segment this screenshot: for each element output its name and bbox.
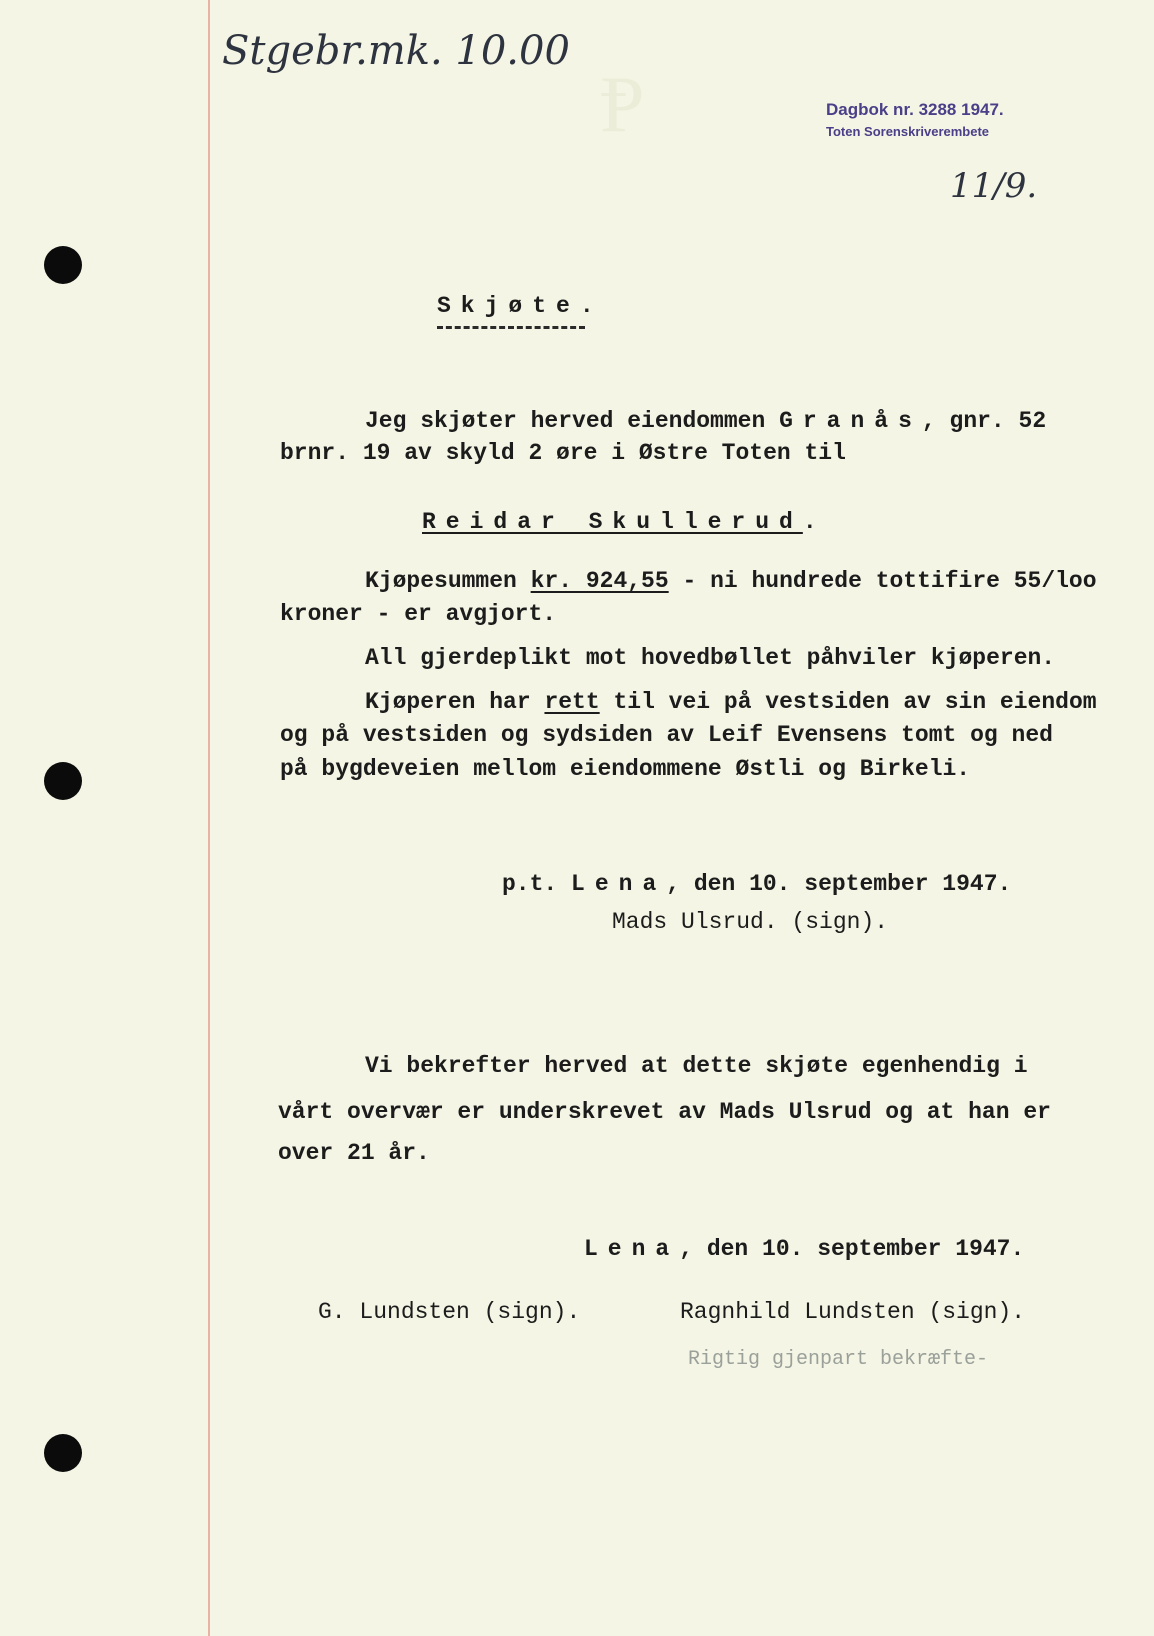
buyer-punct: .	[802, 509, 817, 535]
body-line-6	[365, 687, 1097, 717]
stamp-line-2: Toten Sorenskriverembete	[826, 124, 990, 139]
document-title: Skjøte.	[437, 293, 604, 319]
body-line-2: brnr. 19 av skyld 2 øre i Østre Toten til	[280, 440, 846, 466]
body-text: Kjøperen har	[365, 689, 531, 715]
bleed-through-mark: Ᵽ	[600, 61, 645, 149]
body-text: til vei på vestsiden av sin eiendom	[599, 689, 1097, 715]
body-line-8: på bygdeveien mellom eiendommene Østli og Birkeli.	[280, 756, 971, 782]
body-line-1	[365, 406, 1046, 436]
buyer-name: Reidar Skullerud	[422, 509, 803, 535]
place-date-line	[502, 869, 1011, 899]
buyer-line	[422, 507, 817, 537]
witness-2-signature: Ragnhild Lundsten (sign).	[680, 1299, 1026, 1325]
witness-line-3: over 21 år.	[278, 1140, 430, 1166]
date-text: , den 10. september 1947.	[666, 871, 1012, 897]
handwritten-fee-note: Stgebr.mk. 10.00	[222, 28, 570, 74]
witness-place-date	[584, 1234, 1024, 1264]
margin-line	[208, 0, 210, 1636]
certification-stamp: Rigtig gjenpart bekræfte-	[688, 1348, 989, 1371]
body-line-4: kroner - er avgjort.	[280, 601, 557, 627]
body-text: Jeg skjøter herved eiendommen	[365, 408, 766, 434]
body-text: Kjøpesummen	[365, 568, 517, 594]
body-line-5: All gjerdeplikt mot hovedbøllet påhviler kjøperen.	[365, 645, 1056, 671]
punch-hole	[44, 246, 82, 284]
seller-signature: Mads Ulsrud. (sign).	[612, 909, 889, 935]
punch-hole	[44, 1434, 82, 1472]
punch-hole	[44, 762, 82, 800]
stamp-handwritten-date: 11/9.	[950, 166, 1038, 206]
witness-1-signature: G. Lundsten (sign).	[318, 1299, 581, 1325]
stamp-line-1: Dagbok nr. 3288 1947.	[826, 100, 1004, 119]
witness-line-1: Vi bekrefter herved at dette skjøte egenhendig i	[365, 1053, 1028, 1079]
date-text: , den 10. september 1947.	[679, 1236, 1025, 1262]
property-name: Granås	[779, 408, 922, 434]
place-name: Lena	[571, 871, 667, 897]
right-word: rett	[544, 689, 600, 715]
body-text: - ni hundrede tottifire 55/loo	[668, 568, 1097, 594]
body-text: , gnr. 52	[921, 408, 1047, 434]
body-line-7: og på vestsiden og sydsiden av Leif Evensens tomt og ned	[280, 722, 1053, 748]
body-line-3	[365, 566, 1097, 596]
title-underline	[437, 326, 585, 329]
place-name: Lena	[584, 1236, 680, 1262]
place-prefix: p.t.	[502, 871, 558, 897]
purchase-price: kr. 924,55	[530, 568, 669, 594]
witness-line-2: vårt overvær er underskrevet av Mads Ulsrud og at han er	[278, 1099, 1051, 1125]
